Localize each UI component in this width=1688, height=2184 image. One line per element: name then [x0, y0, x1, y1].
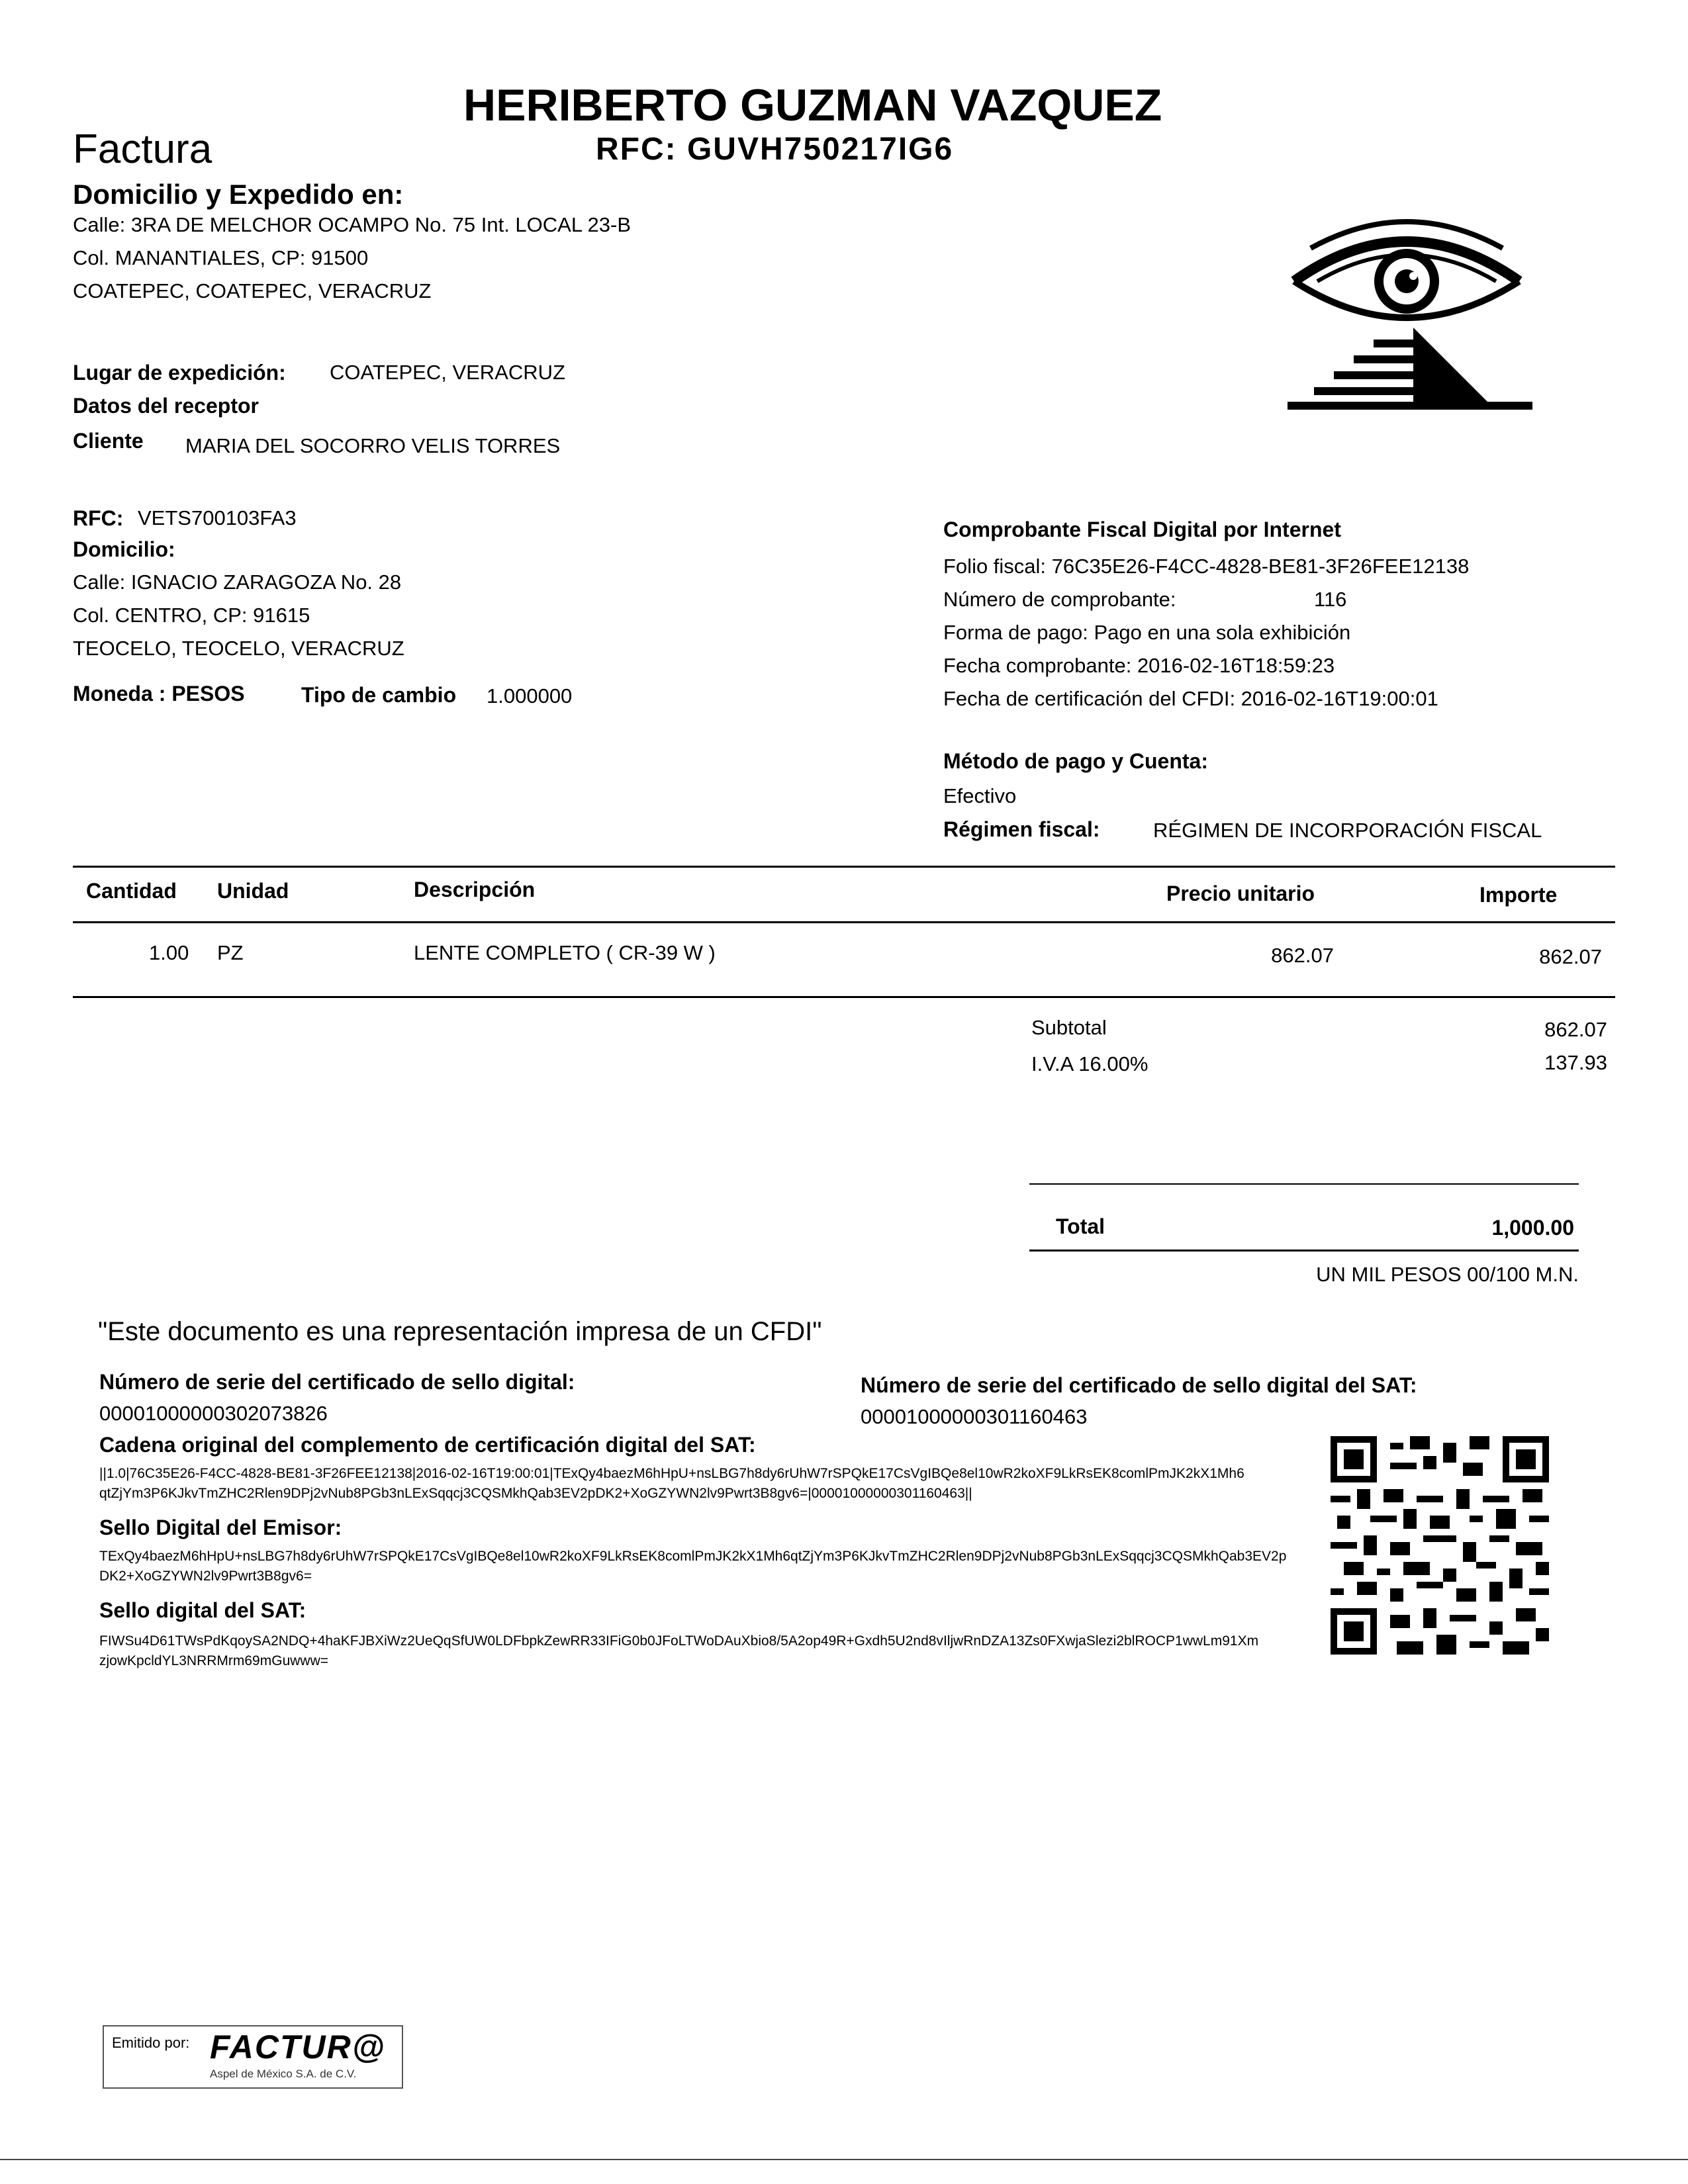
cliente-value: MARIA DEL SOCORRO VELIS TORRES: [185, 434, 561, 457]
tipo-cambio-label: Tipo de cambio: [301, 683, 457, 707]
receptor-line1: Calle: IGNACIO ZARAGOZA No. 28: [73, 570, 402, 594]
serie-sat-label: Número de serie del certificado de sello digital del SAT:: [861, 1373, 1417, 1397]
cadena-label: Cadena original del complemento de certificación digital del SAT:: [99, 1433, 756, 1457]
receptor-domicilio-label: Domicilio:: [73, 537, 175, 561]
subtotal-label: Subtotal: [1031, 1016, 1107, 1039]
metodo-value: Efectivo: [943, 784, 1017, 807]
header-unidad: Unidad: [217, 879, 289, 903]
facture-logo: FACTUR@: [210, 2028, 386, 2066]
emitido-label: Emitido por:: [112, 2034, 190, 2051]
total-top-rule: [1029, 1183, 1579, 1185]
domicilio-heading: Domicilio y Expedido en:: [73, 179, 404, 210]
total-bottom-rule: [1029, 1250, 1579, 1251]
issuer-logo: [1281, 208, 1532, 427]
cadena-value: ||1.0|76C35E26-F4CC-4828-BE81-3F26FEE12138|2016-02-16T19:00:01|TExQy4baezM6hHpU+nsLBG7h8dy6rUhW7rSPQkE17CsVgIBQe8el10wR2koXF9LkRsEK8comlPmJK2kX1Mh6qtZjYm3P6KJkvTmZHC2Rlen9DPj2vNub8PGb3nLExSqqcj3CQSMkhQab3EV2pDK2+XoGZYWN2lv9Pwrt3B8gv6=|00001000000301160463||: [99, 1466, 1244, 1501]
header-descripcion: Descripción: [414, 878, 536, 901]
receptor-rfc-value: VETS700103FA3: [138, 506, 297, 529]
cfdi-forma-pago: Forma de pago: Pago en una sola exhibición: [943, 621, 1351, 644]
moneda: Moneda : PESOS: [73, 682, 245, 705]
sello-sat-label: Sello digital del SAT:: [99, 1598, 306, 1622]
receptor-heading: Datos del receptor: [73, 394, 259, 418]
regimen-label: Régimen fiscal:: [943, 817, 1100, 841]
serie-emisor-value: 00001000000302073826: [99, 1402, 328, 1425]
header-cantidad: Cantidad: [86, 879, 177, 903]
cliente-label: Cliente: [73, 429, 144, 453]
total-label: Total: [1056, 1214, 1105, 1238]
row-unidad: PZ: [217, 941, 244, 964]
cfdi-numero-value: 116: [1314, 588, 1347, 611]
document-type: Factura: [73, 126, 212, 172]
row-cantidad: 1.00: [149, 941, 189, 964]
cfdi-fecha-comprobante: Fecha comprobante: 2016-02-16T18:59:23: [943, 654, 1335, 677]
total-value: 1,000.00: [1491, 1216, 1574, 1240]
tipo-cambio-value: 1.000000: [487, 684, 573, 707]
cfdi-heading: Comprobante Fiscal Digital por Internet: [943, 518, 1341, 541]
table-header-rule: [73, 921, 1615, 923]
page-bottom-rule: [0, 2159, 1688, 2160]
qr-code: [1331, 1436, 1549, 1655]
aspel-label: Aspel de México S.A. de C.V.: [210, 2068, 357, 2080]
lugar-value: COATEPEC, VERACRUZ: [330, 361, 565, 384]
regimen-value: RÉGIMEN DE INCORPORACIÓN FISCAL: [1153, 819, 1542, 842]
row-importe: 862.07: [1539, 945, 1602, 968]
iva-label: I.V.A 16.00%: [1031, 1052, 1149, 1075]
table-top-rule: [73, 866, 1615, 868]
receptor-line2: Col. CENTRO, CP: 91615: [73, 604, 310, 627]
cfdi-fecha-certificacion: Fecha de certificación del CFDI: 2016-02-16T19:00:01: [943, 687, 1438, 710]
domicilio-line2: Col. MANANTIALES, CP: 91500: [73, 246, 369, 269]
emitido-por-stamp: [103, 2025, 403, 2089]
header-importe: Importe: [1479, 883, 1558, 907]
receptor-line3: TEOCELO, TEOCELO, VERACRUZ: [73, 637, 404, 660]
header-precio: Precio unitario: [1166, 882, 1315, 905]
cfdi-folio: Folio fiscal: 76C35E26-F4CC-4828-BE81-3F26FEE12138: [943, 555, 1470, 578]
domicilio-line3: COATEPEC, COATEPEC, VERACRUZ: [73, 279, 432, 302]
issuer-rfc: RFC: GUVH750217IG6: [596, 132, 954, 167]
row-descripcion: LENTE COMPLETO ( CR-39 W ): [414, 941, 716, 964]
cfdi-numero-label: Número de comprobante:: [943, 588, 1176, 611]
iva-value: 137.93: [1544, 1051, 1607, 1074]
metodo-heading: Método de pago y Cuenta:: [943, 749, 1208, 773]
lugar-label: Lugar de expedición:: [73, 361, 286, 385]
sello-emisor-value: TExQy4baezM6hHpU+nsLBG7h8dy6rUhW7rSPQkE17CsVgIBQe8el10wR2koXF9LkRsEK8comlPmJK2kX1Mh6qtZjYm3P6KJkvTmZHC2Rlen9DPj2vNub8PGb3nLExSqqcj3CQSMkhQab3EV2pDK2+XoGZYWN2lv9Pwrt3B8gv6=: [99, 1549, 1287, 1584]
cfdi-statement: "Este documento es una representación impresa de un CFDI": [98, 1317, 822, 1346]
amount-words: UN MIL PESOS 00/100 M.N.: [1316, 1263, 1579, 1286]
row-precio: 862.07: [1271, 944, 1334, 967]
domicilio-line1: Calle: 3RA DE MELCHOR OCAMPO No. 75 Int. LOCAL 23-B: [73, 213, 632, 236]
subtotal-value: 862.07: [1544, 1018, 1607, 1041]
serie-emisor-label: Número de serie del certificado de sello digital:: [99, 1370, 575, 1394]
table-bottom-rule: [73, 996, 1615, 998]
sello-emisor-label: Sello Digital del Emisor:: [99, 1516, 342, 1539]
serie-sat-value: 00001000000301160463: [861, 1405, 1088, 1428]
receptor-rfc-label: RFC:: [73, 506, 124, 530]
sello-sat-value: FIWSu4D61TWsPdKqoySA2NDQ+4haKFJBXiWz2UeQqSfUW0LDFbpkZewRR33IFiG0b0JFoLTWoDAuXbio8/5A2op49R+Gxdh5U2nd8vIljwRnDZA13Zs0FXwjaSlezi2blROCP1wwLm91XmzjowKpcldYL3NRRMrm69mGuwww=: [99, 1633, 1259, 1668]
issuer-name: HERIBERTO GUZMAN VAZQUEZ: [463, 80, 1162, 130]
